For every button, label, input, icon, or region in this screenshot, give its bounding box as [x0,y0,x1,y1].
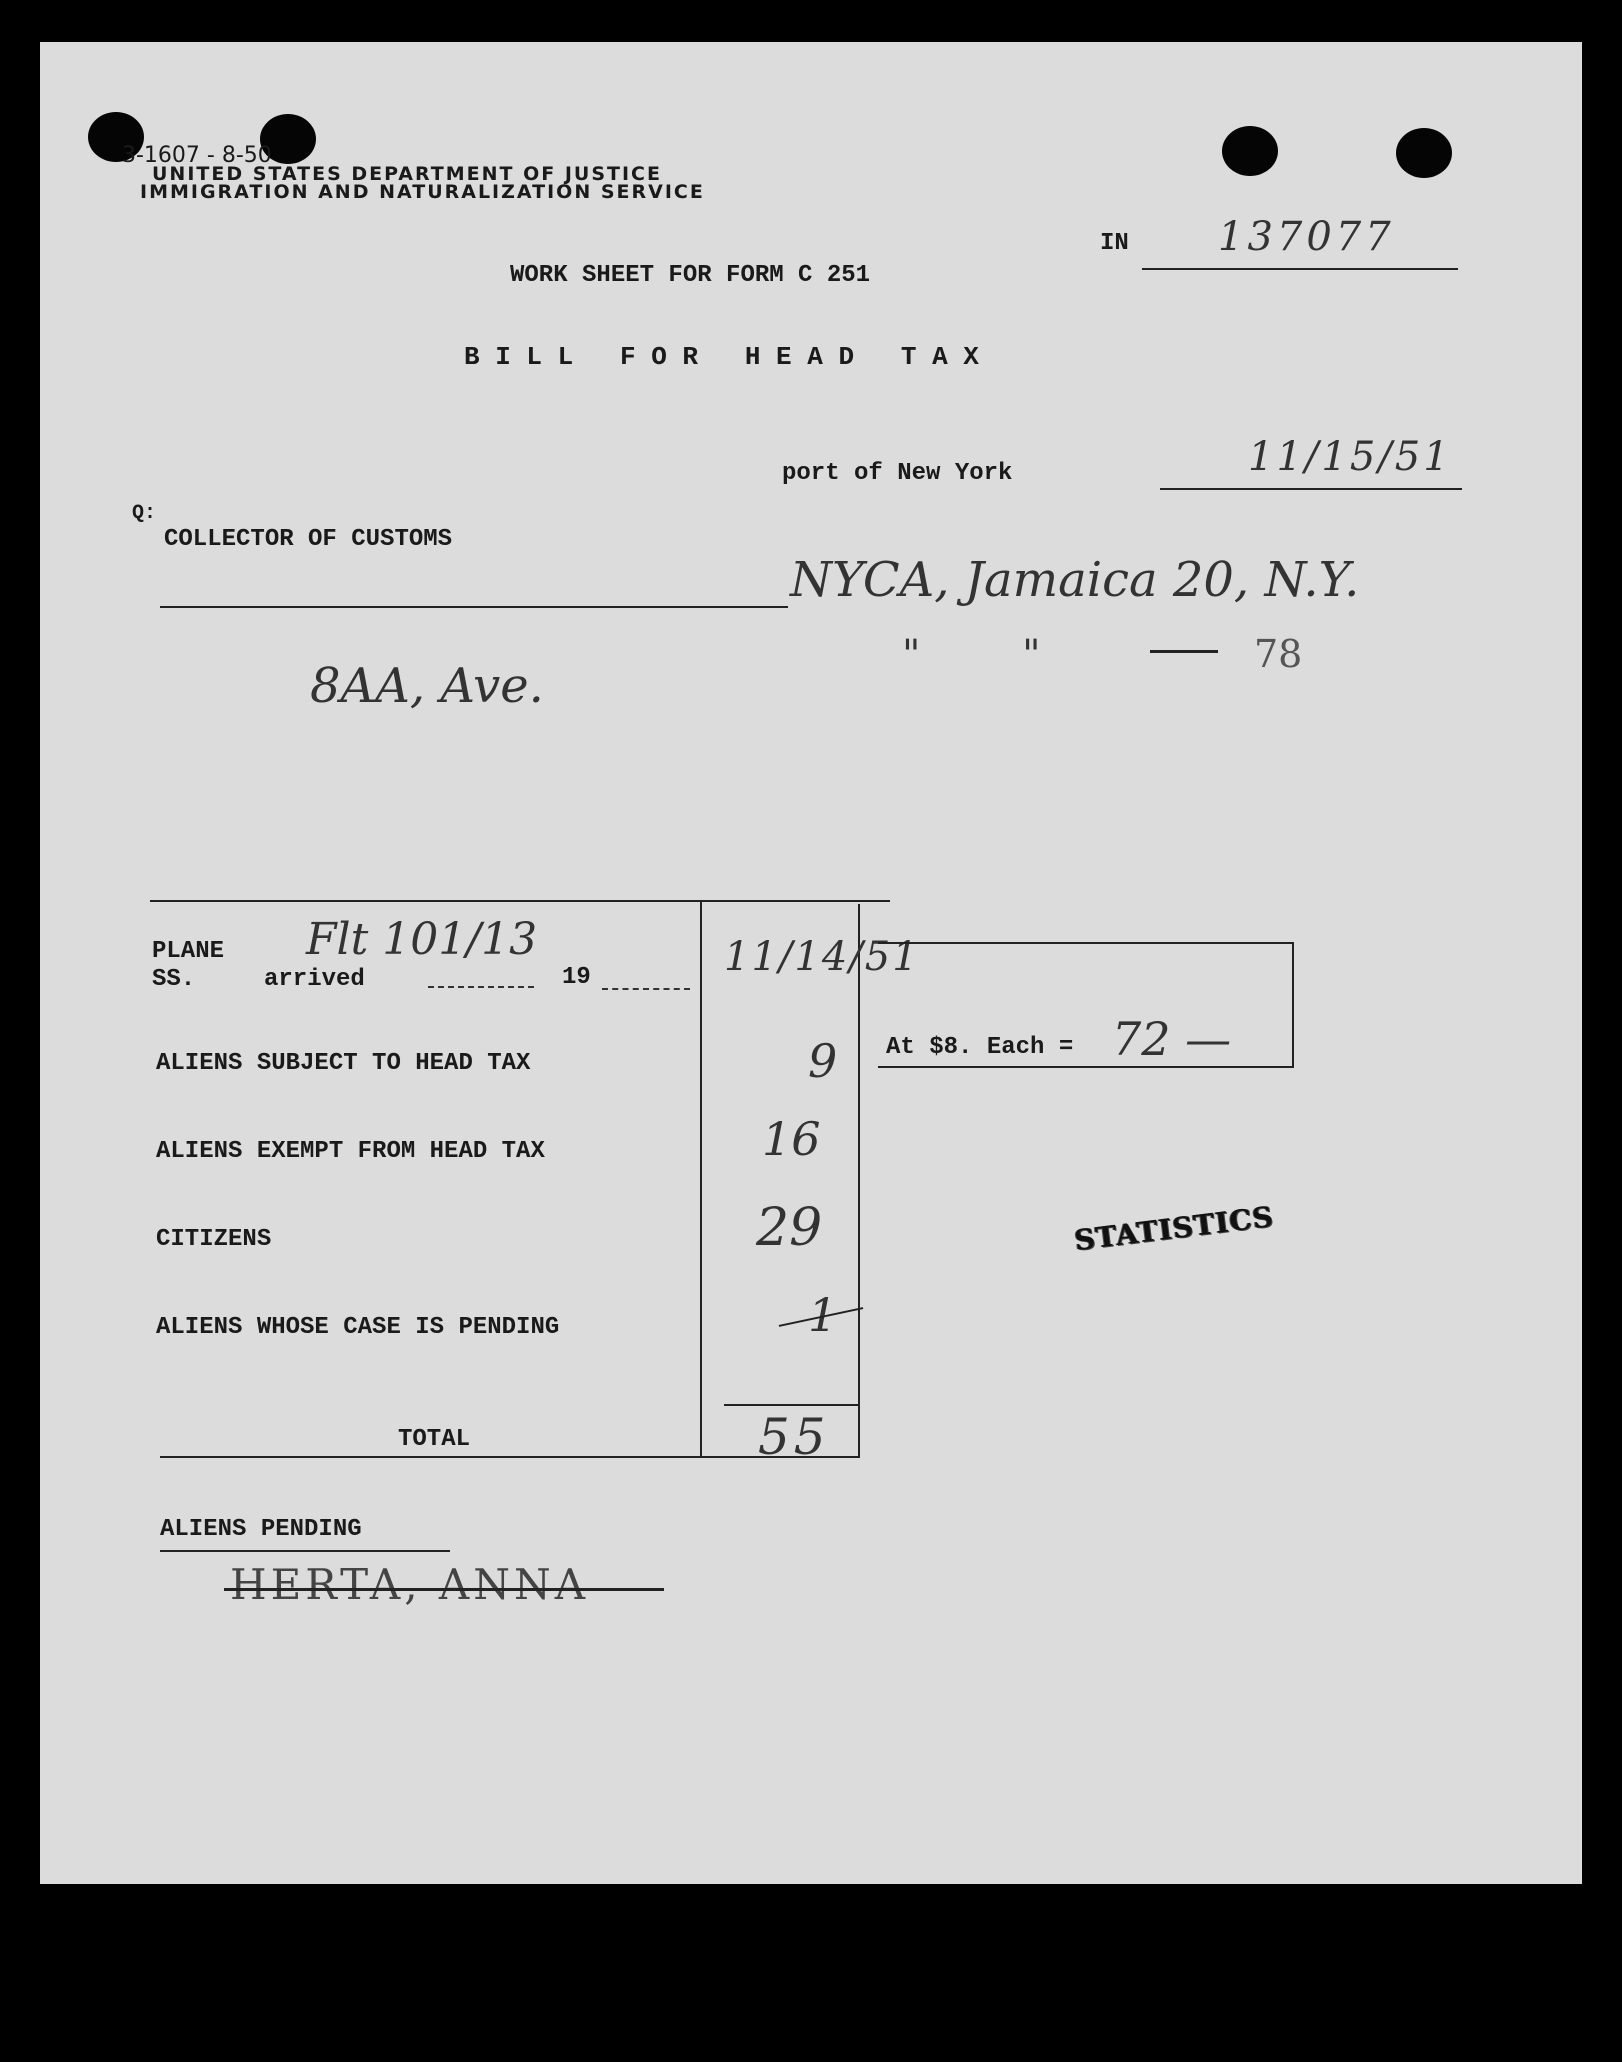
table-top-line [150,900,890,902]
punch-hole [1222,126,1278,176]
punch-hole [1396,128,1452,178]
total-value: 55 [758,1408,830,1466]
table-bottom-line [160,1456,860,1458]
pending-name: HERTA, ANNA [230,1560,590,1609]
collector-label: COLLECTOR OF CUSTOMS [164,526,453,553]
form-number: 3-1607 - 8-50 [122,143,272,168]
table-row-label: ALIENS WHOSE CASE IS PENDING [156,1314,560,1341]
ditto-dash [1150,650,1218,653]
ss-label: SS. [152,966,196,993]
table-row-value: 16 [762,1112,821,1166]
total-rule [724,1404,860,1406]
port-label: port of New York [782,460,1013,487]
bill-title: B I L L F O R H E A D T A X [464,342,979,372]
table-row-value: 9 [808,1034,838,1088]
year-blank [602,988,690,990]
in-label: IN [1100,230,1129,257]
table-row-label: ALIENS SUBJECT TO HEAD TAX [156,1050,531,1077]
calculation-label: At $8. Each = [886,1034,1074,1061]
flight-number: Flt 101/13 [306,914,538,965]
arrived-blank [428,986,534,988]
service-name: IMMIGRATION AND NATURALIZATION SERVICE [140,181,705,203]
table-row-value: 1 [808,1288,838,1342]
address-line: NYCA, Jamaica 20, N.Y. [790,552,1360,608]
document-page [40,42,1582,1884]
table-divider-right [858,904,860,1456]
worksheet-title: WORK SHEET FOR FORM C 251 [510,262,871,289]
to-mark: Q: [132,502,157,525]
bill-date: 11/15/51 [1248,434,1452,480]
table-row-label: ALIENS EXEMPT FROM HEAD TAX [156,1138,545,1165]
calculation-value: 72 — [1112,1012,1232,1066]
total-label: TOTAL [398,1426,471,1453]
in-number-underline [1142,268,1458,270]
arrived-label: arrived [264,966,365,993]
pending-name-strikethrough [224,1588,664,1591]
plane-label: PLANE [152,938,225,965]
table-divider-left [700,900,702,1456]
note-left: 8AA, Ave. [310,658,544,714]
statistics-stamp: STATISTICS [1072,1199,1276,1258]
department-name: UNITED STATES DEPARTMENT OF JUSTICE [152,163,662,185]
arrival-date: 11/14/51 [724,934,920,980]
aliens-pending-underline [160,1550,450,1552]
aliens-pending-label: ALIENS PENDING [160,1516,362,1543]
date-underline [1160,488,1462,490]
address-number: 78 [1254,632,1303,676]
table-row-value: 29 [756,1198,823,1258]
address-ditto: " " [902,632,1041,678]
collector-underline [160,606,788,608]
table-row-label: CITIZENS [156,1226,272,1253]
in-number: 137077 [1218,214,1395,260]
year-label: 19 [562,964,591,991]
